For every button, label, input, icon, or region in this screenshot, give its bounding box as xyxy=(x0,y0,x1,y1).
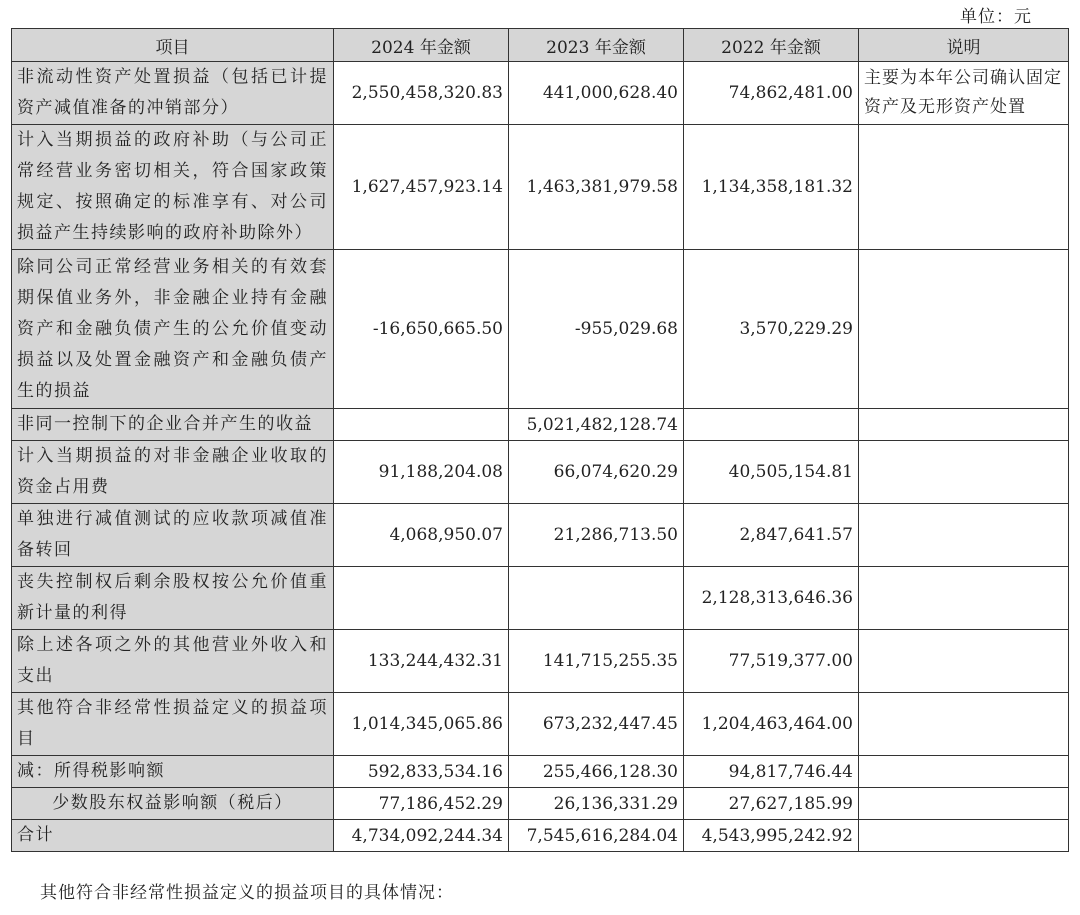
cell-2024: 1,627,457,923.14 xyxy=(334,125,509,250)
table-row xyxy=(12,441,1069,504)
cell-2023: 255,466,128.30 xyxy=(509,756,684,788)
cell-2023: -955,029.68 xyxy=(509,250,684,409)
footer-note: 其他符合非经常性损益定义的损益项目的具体情况： xyxy=(40,883,454,903)
cell-2023: 1,463,381,979.58 xyxy=(509,125,684,250)
cell-2022: 2,128,313,646.36 xyxy=(684,567,859,630)
row-item-label: 非流动性资产处置损益（包括已计提资产减值准备的冲销部分） xyxy=(12,62,334,125)
cell-2024: 1,014,345,065.86 xyxy=(334,693,509,756)
cell-note xyxy=(859,125,1069,250)
table-row xyxy=(12,62,1069,125)
cell-2024: 4,068,950.07 xyxy=(334,504,509,567)
table-row xyxy=(12,567,1069,630)
cell-2023: 26,136,331.29 xyxy=(509,788,684,820)
cell-2022: 4,543,995,242.92 xyxy=(684,820,859,852)
table-row xyxy=(12,250,1069,409)
header-2023: 2023 年金额 xyxy=(509,29,684,62)
cell-2024: 2,550,458,320.83 xyxy=(334,62,509,125)
row-item-label: 计入当期损益的对非金融企业收取的资金占用费 xyxy=(12,441,334,504)
cell-note xyxy=(859,788,1069,820)
cell-2024 xyxy=(334,409,509,441)
cell-2022: 2,847,641.57 xyxy=(684,504,859,567)
table-row xyxy=(12,125,1069,250)
header-2022: 2022 年金额 xyxy=(684,29,859,62)
table-row xyxy=(12,409,1069,441)
cell-2024 xyxy=(334,567,509,630)
cell-2022 xyxy=(684,409,859,441)
row-item-label: 除上述各项之外的其他营业外收入和支出 xyxy=(12,630,334,693)
row-item-label: 非同一控制下的企业合并产生的收益 xyxy=(12,409,334,441)
cell-2022: 1,204,463,464.00 xyxy=(684,693,859,756)
row-item-label: 合计 xyxy=(12,820,334,852)
cell-2024: 4,734,092,244.34 xyxy=(334,820,509,852)
table-row-total xyxy=(12,820,1069,852)
cell-note xyxy=(859,441,1069,504)
header-2024: 2024 年金额 xyxy=(334,29,509,62)
cell-note xyxy=(859,504,1069,567)
header-item: 项目 xyxy=(12,29,334,62)
row-item-label: 丧失控制权后剩余股权按公允价值重新计量的利得 xyxy=(12,567,334,630)
table-row xyxy=(12,504,1069,567)
cell-2024: -16,650,665.50 xyxy=(334,250,509,409)
cell-2023: 21,286,713.50 xyxy=(509,504,684,567)
row-item-label: 减：所得税影响额 xyxy=(12,756,334,788)
cell-2023: 7,545,616,284.04 xyxy=(509,820,684,852)
cell-note xyxy=(859,630,1069,693)
row-item-label: 除同公司正常经营业务相关的有效套期保值业务外，非金融企业持有金融资产和金融负债产生的公允价值变动损益以及处置金融资产和金融负债产生的损益 xyxy=(12,250,334,409)
cell-2023: 5,021,482,128.74 xyxy=(509,409,684,441)
cell-2024: 592,833,534.16 xyxy=(334,756,509,788)
unit-label: 单位：元 xyxy=(960,7,1032,27)
cell-note xyxy=(859,409,1069,441)
row-item-label: 其他符合非经常性损益定义的损益项目 xyxy=(12,693,334,756)
row-item-label: 计入当期损益的政府补助（与公司正常经营业务密切相关，符合国家政策规定、按照确定的标准享有、对公司损益产生持续影响的政府补助除外） xyxy=(12,125,334,250)
cell-note xyxy=(859,693,1069,756)
cell-2023: 141,715,255.35 xyxy=(509,630,684,693)
non-recurring-gains-table xyxy=(11,28,1069,852)
cell-2022: 40,505,154.81 xyxy=(684,441,859,504)
table-row xyxy=(12,788,1069,820)
cell-2022: 3,570,229.29 xyxy=(684,250,859,409)
row-item-label: 单独进行减值测试的应收款项减值准备转回 xyxy=(12,504,334,567)
cell-2023: 673,232,447.45 xyxy=(509,693,684,756)
table-row xyxy=(12,756,1069,788)
table-row xyxy=(12,693,1069,756)
header-note: 说明 xyxy=(859,29,1069,62)
cell-2024: 77,186,452.29 xyxy=(334,788,509,820)
cell-2022: 77,519,377.00 xyxy=(684,630,859,693)
cell-2024: 133,244,432.31 xyxy=(334,630,509,693)
cell-2022: 1,134,358,181.32 xyxy=(684,125,859,250)
cell-2023: 66,074,620.29 xyxy=(509,441,684,504)
cell-2023: 441,000,628.40 xyxy=(509,62,684,125)
cell-2024: 91,188,204.08 xyxy=(334,441,509,504)
table-row xyxy=(12,630,1069,693)
cell-note xyxy=(859,250,1069,409)
cell-2022: 94,817,746.44 xyxy=(684,756,859,788)
cell-note xyxy=(859,567,1069,630)
cell-2022: 74,862,481.00 xyxy=(684,62,859,125)
cell-note: 主要为本年公司确认固定资产及无形资产处置 xyxy=(859,62,1069,125)
table-header-row xyxy=(12,29,1069,62)
cell-note xyxy=(859,756,1069,788)
cell-2022: 27,627,185.99 xyxy=(684,788,859,820)
cell-note xyxy=(859,820,1069,852)
cell-2023 xyxy=(509,567,684,630)
row-item-label: 少数股东权益影响额（税后） xyxy=(12,788,334,820)
